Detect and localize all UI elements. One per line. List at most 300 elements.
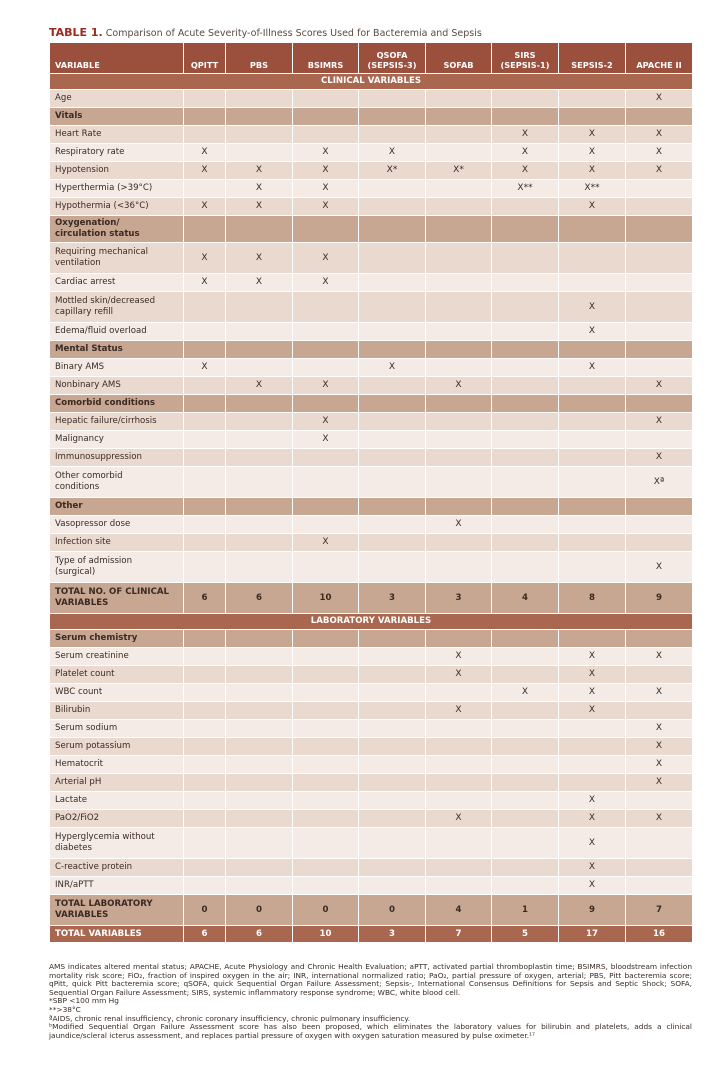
- mark-cell: X: [492, 684, 559, 702]
- mark-cell: X: [184, 198, 226, 216]
- group-cell: [626, 216, 693, 243]
- row-label: Respiratory rate: [50, 144, 184, 162]
- mark-cell: [559, 756, 626, 774]
- mark-cell: X: [559, 648, 626, 666]
- group-cell: [293, 341, 359, 359]
- group-cell: [426, 630, 492, 648]
- row-label: Hypothermia (<36°C): [50, 198, 184, 216]
- mark-cell: [226, 666, 293, 684]
- mark-cell: [226, 323, 293, 341]
- mark-cell: [184, 702, 226, 720]
- mark-cell: [359, 126, 426, 144]
- table-row: [50, 292, 693, 323]
- row-label: Hematocrit: [50, 756, 184, 774]
- group-row: [50, 108, 693, 126]
- mark-cell: [626, 359, 693, 377]
- table-row: [50, 162, 693, 180]
- mark-cell: [559, 738, 626, 756]
- mark-cell: X: [559, 828, 626, 859]
- group-cell: [184, 108, 226, 126]
- group-cell: [559, 498, 626, 516]
- mark-cell: [184, 534, 226, 552]
- table-row: [50, 792, 693, 810]
- mark-cell: [626, 292, 693, 323]
- mark-cell: [426, 792, 492, 810]
- mark-cell: [492, 467, 559, 498]
- table-row: [50, 684, 693, 702]
- mark-cell: [626, 198, 693, 216]
- total-cell: 6: [226, 583, 293, 614]
- row-label: Serum potassium: [50, 738, 184, 756]
- group-cell: [626, 395, 693, 413]
- group-cell: [426, 395, 492, 413]
- group-row: [50, 395, 693, 413]
- mark-cell: X*: [359, 162, 426, 180]
- mark-cell: X: [359, 144, 426, 162]
- mark-cell: X: [626, 377, 693, 395]
- total-cell: 17: [559, 926, 626, 943]
- mark-cell: [492, 720, 559, 738]
- column-header: SEPSIS-2: [559, 43, 626, 74]
- table-row: [50, 648, 693, 666]
- mark-cell: X: [626, 738, 693, 756]
- mark-cell: X: [626, 810, 693, 828]
- mark-cell: [626, 180, 693, 198]
- mark-cell: [492, 552, 559, 583]
- mark-cell: [226, 859, 293, 877]
- mark-cell: [359, 774, 426, 792]
- row-label: TOTAL VARIABLES: [50, 926, 184, 943]
- mark-cell: [226, 126, 293, 144]
- row-label: Arterial pH: [50, 774, 184, 792]
- mark-cell: [492, 648, 559, 666]
- mark-cell: [359, 792, 426, 810]
- mark-cell: X: [226, 243, 293, 274]
- mark-cell: [359, 467, 426, 498]
- table-row: [50, 126, 693, 144]
- group-cell: [559, 216, 626, 243]
- table-row: [50, 431, 693, 449]
- mark-cell: X: [293, 198, 359, 216]
- mark-cell: X: [559, 323, 626, 341]
- mark-cell: [559, 534, 626, 552]
- group-cell: [492, 108, 559, 126]
- mark-cell: [226, 90, 293, 108]
- mark-cell: X: [426, 666, 492, 684]
- mark-cell: X: [626, 449, 693, 467]
- mark-cell: [559, 431, 626, 449]
- row-label: Edema/fluid overload: [50, 323, 184, 341]
- column-header: SOFAB: [426, 43, 492, 74]
- total-cell: 6: [184, 926, 226, 943]
- mark-cell: [359, 516, 426, 534]
- row-label: Bilirubin: [50, 702, 184, 720]
- total-cell: 0: [226, 895, 293, 926]
- mark-cell: [559, 467, 626, 498]
- mark-cell: X: [559, 666, 626, 684]
- group-cell: [492, 395, 559, 413]
- group-row: [50, 630, 693, 648]
- group-cell: [359, 216, 426, 243]
- mark-cell: X: [559, 810, 626, 828]
- mark-cell: [226, 774, 293, 792]
- mark-cell: [226, 648, 293, 666]
- mark-cell: [426, 144, 492, 162]
- group-cell: [184, 498, 226, 516]
- mark-cell: [626, 792, 693, 810]
- mark-cell: [492, 756, 559, 774]
- mark-cell: X: [184, 144, 226, 162]
- total-cell: 5: [492, 926, 559, 943]
- footnote: ᵇModified Sequential Organ Failure Assessment score has also been proposed, which eliminates the laboratory values for bilirubin and platelets, adds a clinical jaundice/scleral icterus assessment, and replaces partial pressure of oxygen with oxygen saturation measured by pulse oximeter.¹⁷: [49, 1022, 692, 1040]
- mark-cell: [426, 720, 492, 738]
- mark-cell: [184, 467, 226, 498]
- table-row: [50, 666, 693, 684]
- mark-cell: X: [293, 180, 359, 198]
- mark-cell: [359, 684, 426, 702]
- mark-cell: [226, 720, 293, 738]
- mark-cell: [184, 877, 226, 895]
- table-row: [50, 359, 693, 377]
- mark-cell: X: [559, 859, 626, 877]
- mark-cell: [492, 702, 559, 720]
- column-header: QSOFA (SEPSIS-3): [359, 43, 426, 74]
- row-label: Age: [50, 90, 184, 108]
- mark-cell: X: [626, 756, 693, 774]
- mark-cell: [492, 738, 559, 756]
- mark-cell: [426, 449, 492, 467]
- mark-cell: X: [559, 144, 626, 162]
- mark-cell: [626, 828, 693, 859]
- mark-cell: [226, 516, 293, 534]
- group-cell: [184, 216, 226, 243]
- table-number: TABLE 1.: [49, 26, 103, 39]
- mark-cell: X: [559, 162, 626, 180]
- group-cell: [359, 108, 426, 126]
- group-cell: [359, 630, 426, 648]
- column-header-variable: VARIABLE: [50, 43, 184, 74]
- mark-cell: [359, 323, 426, 341]
- row-label: Binary AMS: [50, 359, 184, 377]
- row-label: Serum sodium: [50, 720, 184, 738]
- mark-cell: [226, 467, 293, 498]
- mark-cell: [226, 449, 293, 467]
- mark-cell: [359, 720, 426, 738]
- mark-cell: [184, 449, 226, 467]
- mark-cell: X: [293, 431, 359, 449]
- mark-cell: X: [226, 162, 293, 180]
- mark-cell: X: [559, 292, 626, 323]
- mark-cell: [226, 810, 293, 828]
- table-body: [50, 74, 693, 943]
- mark-cell: [184, 774, 226, 792]
- table-title: [49, 26, 482, 39]
- mark-cell: [559, 516, 626, 534]
- group-cell: [184, 630, 226, 648]
- mark-cell: X: [184, 162, 226, 180]
- mark-cell: X: [559, 359, 626, 377]
- subtotal-row: [50, 895, 693, 926]
- mark-cell: [492, 359, 559, 377]
- group-label: Other: [50, 498, 184, 516]
- mark-cell: [293, 702, 359, 720]
- total-cell: 10: [293, 583, 359, 614]
- row-label: Serum creatinine: [50, 648, 184, 666]
- column-header: BSIMRS: [293, 43, 359, 74]
- table-row: [50, 243, 693, 274]
- row-label: Hyperthermia (>39°C): [50, 180, 184, 198]
- mark-cell: [359, 449, 426, 467]
- row-label: Hyperglycemia without diabetes: [50, 828, 184, 859]
- mark-cell: [226, 738, 293, 756]
- row-label: Other comorbid conditions: [50, 467, 184, 498]
- mark-cell: X: [559, 792, 626, 810]
- mark-cell: [426, 90, 492, 108]
- total-cell: 8: [559, 583, 626, 614]
- mark-cell: [492, 877, 559, 895]
- mark-cell: [426, 274, 492, 292]
- mark-cell: X: [492, 126, 559, 144]
- table-row: [50, 859, 693, 877]
- footnote: *SBP <100 mm Hg: [49, 996, 119, 1006]
- mark-cell: [184, 180, 226, 198]
- row-label: PaO2/FiO2: [50, 810, 184, 828]
- mark-cell: X*: [426, 162, 492, 180]
- mark-cell: [492, 413, 559, 431]
- mark-cell: [293, 756, 359, 774]
- mark-cell: [426, 877, 492, 895]
- mark-cell: [426, 243, 492, 274]
- group-cell: [559, 341, 626, 359]
- mark-cell: [293, 738, 359, 756]
- mark-cell: X**: [559, 180, 626, 198]
- mark-cell: X: [226, 180, 293, 198]
- section-row: [50, 614, 693, 630]
- mark-cell: X: [293, 243, 359, 274]
- mark-cell: [293, 828, 359, 859]
- group-cell: [626, 498, 693, 516]
- mark-cell: [626, 534, 693, 552]
- group-cell: [626, 341, 693, 359]
- mark-cell: X: [426, 516, 492, 534]
- mark-cell: X: [184, 274, 226, 292]
- table-row: [50, 467, 693, 498]
- mark-cell: X: [226, 274, 293, 292]
- group-label: Comorbid conditions: [50, 395, 184, 413]
- mark-cell: [359, 877, 426, 895]
- table-row: [50, 90, 693, 108]
- row-label: Immunosuppression: [50, 449, 184, 467]
- mark-cell: [626, 859, 693, 877]
- mark-cell: [293, 359, 359, 377]
- total-cell: 0: [184, 895, 226, 926]
- mark-cell: [559, 274, 626, 292]
- mark-cell: [184, 90, 226, 108]
- mark-cell: [626, 243, 693, 274]
- mark-cell: [426, 859, 492, 877]
- mark-cell: [559, 552, 626, 583]
- group-cell: [626, 108, 693, 126]
- group-cell: [359, 341, 426, 359]
- table-row: [50, 738, 693, 756]
- table-row: [50, 449, 693, 467]
- mark-cell: X: [559, 684, 626, 702]
- mark-cell: X: [426, 702, 492, 720]
- table-row: [50, 810, 693, 828]
- mark-cell: X: [559, 198, 626, 216]
- row-label: Type of admission (surgical): [50, 552, 184, 583]
- mark-cell: [184, 738, 226, 756]
- row-label: INR/aPTT: [50, 877, 184, 895]
- group-cell: [559, 630, 626, 648]
- mark-cell: [492, 449, 559, 467]
- mark-cell: X: [492, 144, 559, 162]
- group-cell: [559, 395, 626, 413]
- mark-cell: [426, 292, 492, 323]
- row-label: Hypotension: [50, 162, 184, 180]
- mark-cell: [359, 828, 426, 859]
- group-cell: [293, 395, 359, 413]
- mark-cell: [426, 413, 492, 431]
- group-cell: [226, 216, 293, 243]
- footnote: **>38°C: [49, 1004, 81, 1014]
- mark-cell: [492, 774, 559, 792]
- mark-cell: [226, 144, 293, 162]
- group-cell: [293, 630, 359, 648]
- total-cell: 0: [359, 895, 426, 926]
- mark-cell: [293, 648, 359, 666]
- mark-cell: X: [626, 90, 693, 108]
- total-cell: 6: [226, 926, 293, 943]
- mark-cell: [359, 180, 426, 198]
- mark-cell: [359, 810, 426, 828]
- mark-cell: [184, 810, 226, 828]
- mark-cell: [184, 666, 226, 684]
- group-cell: [492, 341, 559, 359]
- mark-cell: X: [359, 359, 426, 377]
- mark-cell: [293, 684, 359, 702]
- mark-cell: [184, 756, 226, 774]
- mark-cell: X: [626, 648, 693, 666]
- mark-cell: [626, 431, 693, 449]
- mark-cell: [492, 792, 559, 810]
- mark-cell: X: [426, 810, 492, 828]
- mark-cell: [559, 413, 626, 431]
- total-cell: 4: [492, 583, 559, 614]
- mark-cell: [492, 243, 559, 274]
- mark-cell: Xª: [626, 467, 693, 498]
- mark-cell: [426, 359, 492, 377]
- mark-cell: X: [626, 144, 693, 162]
- row-label: Requiring mechanical ventilation: [50, 243, 184, 274]
- mark-cell: [226, 702, 293, 720]
- mark-cell: [492, 828, 559, 859]
- group-cell: [359, 498, 426, 516]
- mark-cell: [293, 552, 359, 583]
- mark-cell: X: [626, 774, 693, 792]
- mark-cell: [359, 198, 426, 216]
- group-cell: [226, 498, 293, 516]
- total-cell: 7: [626, 895, 693, 926]
- row-label: Malignancy: [50, 431, 184, 449]
- mark-cell: [293, 90, 359, 108]
- table-row: [50, 702, 693, 720]
- mark-cell: X: [626, 162, 693, 180]
- mark-cell: [426, 756, 492, 774]
- mark-cell: [559, 720, 626, 738]
- mark-cell: [426, 467, 492, 498]
- group-row: [50, 498, 693, 516]
- mark-cell: [184, 720, 226, 738]
- table-row: [50, 516, 693, 534]
- group-cell: [226, 108, 293, 126]
- total-cell: 1: [492, 895, 559, 926]
- mark-cell: [359, 274, 426, 292]
- mark-cell: [426, 684, 492, 702]
- mark-cell: X: [293, 162, 359, 180]
- total-cell: 3: [359, 583, 426, 614]
- group-cell: [426, 108, 492, 126]
- mark-cell: [184, 292, 226, 323]
- mark-cell: [293, 774, 359, 792]
- group-cell: [226, 395, 293, 413]
- mark-cell: [184, 859, 226, 877]
- grand-total-row: [50, 926, 693, 943]
- mark-cell: [184, 413, 226, 431]
- mark-cell: [426, 774, 492, 792]
- mark-cell: [426, 323, 492, 341]
- mark-cell: X: [559, 126, 626, 144]
- mark-cell: [293, 859, 359, 877]
- table-row: [50, 877, 693, 895]
- mark-cell: [293, 323, 359, 341]
- row-label: TOTAL LABORATORY VARIABLES: [50, 895, 184, 926]
- row-label: Nonbinary AMS: [50, 377, 184, 395]
- mark-cell: [359, 738, 426, 756]
- total-cell: 16: [626, 926, 693, 943]
- mark-cell: [184, 552, 226, 583]
- table-row: [50, 413, 693, 431]
- table-row: [50, 180, 693, 198]
- mark-cell: [492, 516, 559, 534]
- total-cell: 3: [359, 926, 426, 943]
- mark-cell: [492, 810, 559, 828]
- mark-cell: [492, 198, 559, 216]
- group-cell: [426, 341, 492, 359]
- mark-cell: [184, 126, 226, 144]
- mark-cell: [359, 648, 426, 666]
- row-label: Hepatic failure/cirrhosis: [50, 413, 184, 431]
- group-cell: [184, 341, 226, 359]
- mark-cell: [226, 292, 293, 323]
- group-label: Oxygenation/ circulation status: [50, 216, 184, 243]
- mark-cell: X: [293, 534, 359, 552]
- mark-cell: [559, 90, 626, 108]
- row-label: TOTAL NO. OF CLINICAL VARIABLES: [50, 583, 184, 614]
- mark-cell: [184, 431, 226, 449]
- mark-cell: [184, 828, 226, 859]
- mark-cell: [359, 243, 426, 274]
- mark-cell: [293, 810, 359, 828]
- total-cell: 3: [426, 583, 492, 614]
- mark-cell: [492, 292, 559, 323]
- table-row: [50, 198, 693, 216]
- group-cell: [184, 395, 226, 413]
- comparison-table: [49, 42, 693, 943]
- mark-cell: X: [293, 274, 359, 292]
- row-label: C-reactive protein: [50, 859, 184, 877]
- mark-cell: [226, 359, 293, 377]
